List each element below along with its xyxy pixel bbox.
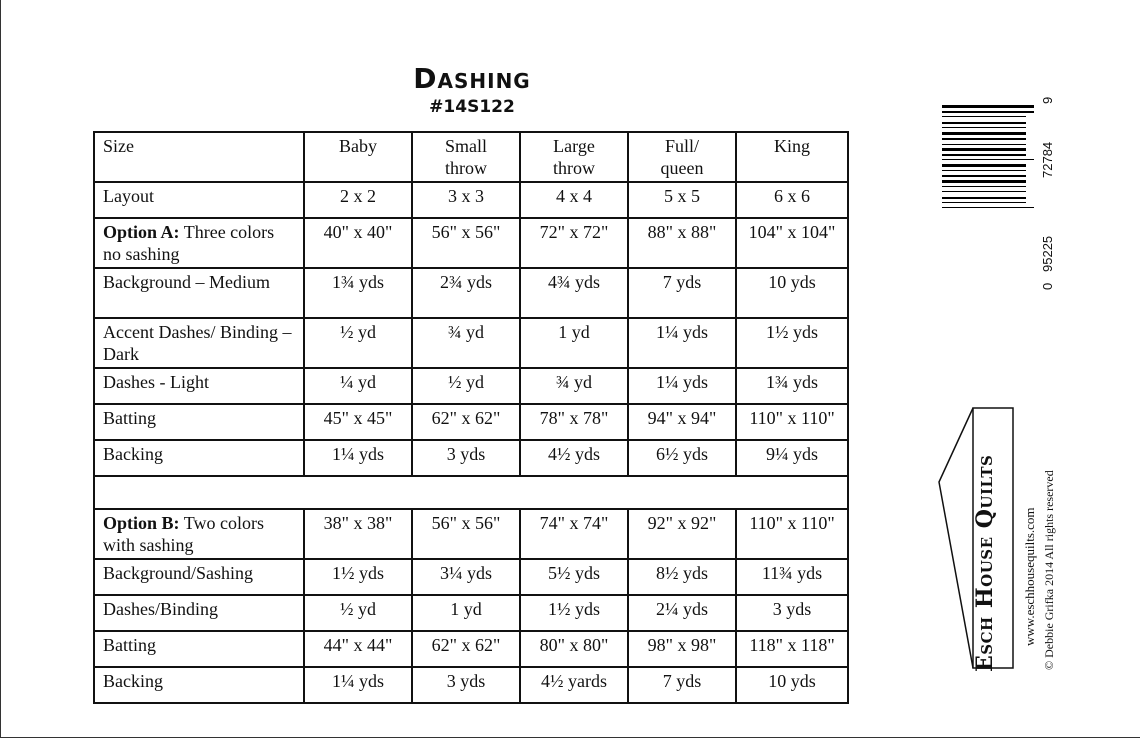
- header-label: King: [774, 136, 810, 156]
- value-cell: 3 yds: [412, 667, 520, 703]
- value-cell: 88" x 88": [628, 218, 736, 268]
- table-row: [94, 631, 848, 667]
- barcode-bar: [942, 164, 1026, 167]
- value-cell: 44" x 44": [304, 631, 412, 667]
- row-label-cell: [94, 595, 304, 631]
- copyright-notice: © Debbie Grifka 2014 All rights reserved: [1042, 470, 1056, 670]
- header-label: Large throw: [553, 136, 595, 178]
- barcode-bar: [942, 138, 1026, 140]
- barcode-bar: [942, 186, 1026, 187]
- barcode-digits-right: 72784: [1040, 141, 1055, 178]
- row-label: Layout: [103, 186, 154, 206]
- header-label: Size: [103, 136, 134, 156]
- value-cell: 8½ yds: [628, 559, 736, 595]
- barcode-digits-mid: 95225: [1040, 235, 1055, 272]
- header-cell: [520, 132, 628, 182]
- value-cell: 62" x 62": [412, 404, 520, 440]
- row-label-cell: [94, 440, 304, 476]
- barcode-bar: [942, 116, 1026, 117]
- row-label-cell: [94, 368, 304, 404]
- pattern-title: Dashing: [413, 62, 531, 95]
- row-label: Two colors with sashing: [103, 513, 264, 555]
- value-cell: 5½ yds: [520, 559, 628, 595]
- row-label: Background – Medium: [103, 272, 270, 292]
- value-cell: 1¼ yds: [304, 667, 412, 703]
- row-label-cell: [94, 667, 304, 703]
- value-cell: 38" x 38": [304, 509, 412, 559]
- row-label: Three colors no sashing: [103, 222, 275, 264]
- value-cell: 98" x 98": [628, 631, 736, 667]
- barcode-bar: [942, 202, 1026, 203]
- value-cell: 1¼ yds: [628, 318, 736, 368]
- value-cell: 6 x 6: [736, 182, 848, 218]
- website-link[interactable]: www.eschhousequilts.com: [1022, 507, 1037, 646]
- value-cell: 2¾ yds: [412, 268, 520, 318]
- value-cell: 110" x 110": [736, 509, 848, 559]
- table-row: [94, 218, 848, 268]
- value-cell: 9¼ yds: [736, 440, 848, 476]
- spacer-row: [94, 476, 848, 509]
- spacer-cell: [94, 476, 848, 509]
- barcode-bar: [942, 197, 1026, 199]
- row-label: Backing: [103, 444, 163, 464]
- value-cell: 3 yds: [736, 595, 848, 631]
- table-row: [94, 667, 848, 703]
- barcode-bar: [942, 148, 1026, 151]
- row-label-cell: [94, 268, 304, 318]
- row-label-cell: [94, 218, 304, 268]
- table-row: [94, 318, 848, 368]
- row-label-cell: [94, 318, 304, 368]
- value-cell: 6½ yds: [628, 440, 736, 476]
- row-label: Backing: [103, 671, 163, 691]
- row-label: Accent Dashes/ Binding – Dark: [103, 322, 292, 364]
- barcode-bar: [942, 127, 1026, 128]
- value-cell: 1¾ yds: [736, 368, 848, 404]
- barcode-bar: [942, 175, 1026, 177]
- row-label-cell: [94, 509, 304, 559]
- barcode-bar: [942, 144, 1026, 145]
- table-row: [94, 268, 848, 318]
- value-cell: 4 x 4: [520, 182, 628, 218]
- pattern-number: #14S122: [429, 97, 515, 117]
- value-cell: 7 yds: [628, 667, 736, 703]
- value-cell: 5 x 5: [628, 182, 736, 218]
- value-cell: 62" x 62": [412, 631, 520, 667]
- value-cell: 92" x 92": [628, 509, 736, 559]
- barcode-bar: [942, 122, 1026, 124]
- value-cell: 110" x 110": [736, 404, 848, 440]
- value-cell: ½ yd: [412, 368, 520, 404]
- brand-logo-text: Esch House Quilts: [972, 454, 998, 672]
- value-cell: 40" x 40": [304, 218, 412, 268]
- table-row: [94, 595, 848, 631]
- row-label-cell: [94, 559, 304, 595]
- barcode: [942, 93, 1052, 288]
- value-cell: 1¼ yds: [304, 440, 412, 476]
- header-label: Full/ queen: [660, 136, 704, 178]
- barcode-bar: [942, 191, 1026, 192]
- value-cell: ½ yd: [304, 595, 412, 631]
- header-cell: [304, 132, 412, 182]
- value-cell: 80" x 80": [520, 631, 628, 667]
- value-cell: 3 x 3: [412, 182, 520, 218]
- value-cell: 1 yd: [520, 318, 628, 368]
- value-cell: ½ yd: [304, 318, 412, 368]
- value-cell: 56" x 56": [412, 509, 520, 559]
- value-cell: 1½ yds: [520, 595, 628, 631]
- table-row: [94, 404, 848, 440]
- value-cell: ¾ yd: [412, 318, 520, 368]
- header-label: Small throw: [444, 136, 487, 178]
- header-cell: [412, 132, 520, 182]
- value-cell: 94" x 94": [628, 404, 736, 440]
- value-cell: 1½ yds: [736, 318, 848, 368]
- value-cell: 104" x 104": [736, 218, 848, 268]
- table-row: [94, 368, 848, 404]
- row-label: Batting: [103, 635, 156, 655]
- row-label: Dashes - Light: [103, 372, 209, 392]
- barcode-digit-left: 0: [1040, 282, 1055, 290]
- value-cell: 4¾ yds: [520, 268, 628, 318]
- row-label-cell: [94, 631, 304, 667]
- value-cell: 45" x 45": [304, 404, 412, 440]
- barcode-bar: [942, 180, 1026, 183]
- value-cell: ¼ yd: [304, 368, 412, 404]
- value-cell: 1¾ yds: [304, 268, 412, 318]
- fabric-requirements-table: [93, 131, 849, 704]
- barcode-bar: [942, 207, 1034, 208]
- table-header-row: [94, 132, 848, 182]
- value-cell: 4½ yards: [520, 667, 628, 703]
- value-cell: 7 yds: [628, 268, 736, 318]
- value-cell: 10 yds: [736, 268, 848, 318]
- value-cell: 56" x 56": [412, 218, 520, 268]
- value-cell: 11¾ yds: [736, 559, 848, 595]
- barcode-bar: [942, 111, 1034, 113]
- value-cell: 72" x 72": [520, 218, 628, 268]
- row-label: Dashes/Binding: [103, 599, 218, 619]
- value-cell: 74" x 74": [520, 509, 628, 559]
- table-row: [94, 559, 848, 595]
- header-cell: [736, 132, 848, 182]
- row-label-cell: [94, 182, 304, 218]
- barcode-bar: [942, 159, 1034, 160]
- row-label-cell: [94, 404, 304, 440]
- barcode-bars: [942, 105, 1034, 271]
- barcode-check-digit: 9: [1040, 96, 1055, 104]
- value-cell: 1¼ yds: [628, 368, 736, 404]
- value-cell: 78" x 78": [520, 404, 628, 440]
- option-label: Option B:: [103, 513, 180, 533]
- value-cell: 2 x 2: [304, 182, 412, 218]
- value-cell: 4½ yds: [520, 440, 628, 476]
- value-cell: 3 yds: [412, 440, 520, 476]
- row-label: Batting: [103, 408, 156, 428]
- header-cell: [94, 132, 304, 182]
- table-row: [94, 440, 848, 476]
- value-cell: ¾ yd: [520, 368, 628, 404]
- value-cell: 3¼ yds: [412, 559, 520, 595]
- value-cell: 10 yds: [736, 667, 848, 703]
- header-label: Baby: [339, 136, 377, 156]
- barcode-bar: [942, 154, 1026, 156]
- table-row: [94, 509, 848, 559]
- table-row: [94, 182, 848, 218]
- barcode-bar: [942, 170, 1026, 171]
- value-cell: 1 yd: [412, 595, 520, 631]
- header-cell: [628, 132, 736, 182]
- barcode-bar: [942, 132, 1026, 135]
- value-cell: 1½ yds: [304, 559, 412, 595]
- option-label: Option A:: [103, 222, 180, 242]
- row-label: Background/Sashing: [103, 563, 253, 583]
- barcode-bar: [942, 105, 1034, 108]
- value-cell: 2¼ yds: [628, 595, 736, 631]
- value-cell: 118" x 118": [736, 631, 848, 667]
